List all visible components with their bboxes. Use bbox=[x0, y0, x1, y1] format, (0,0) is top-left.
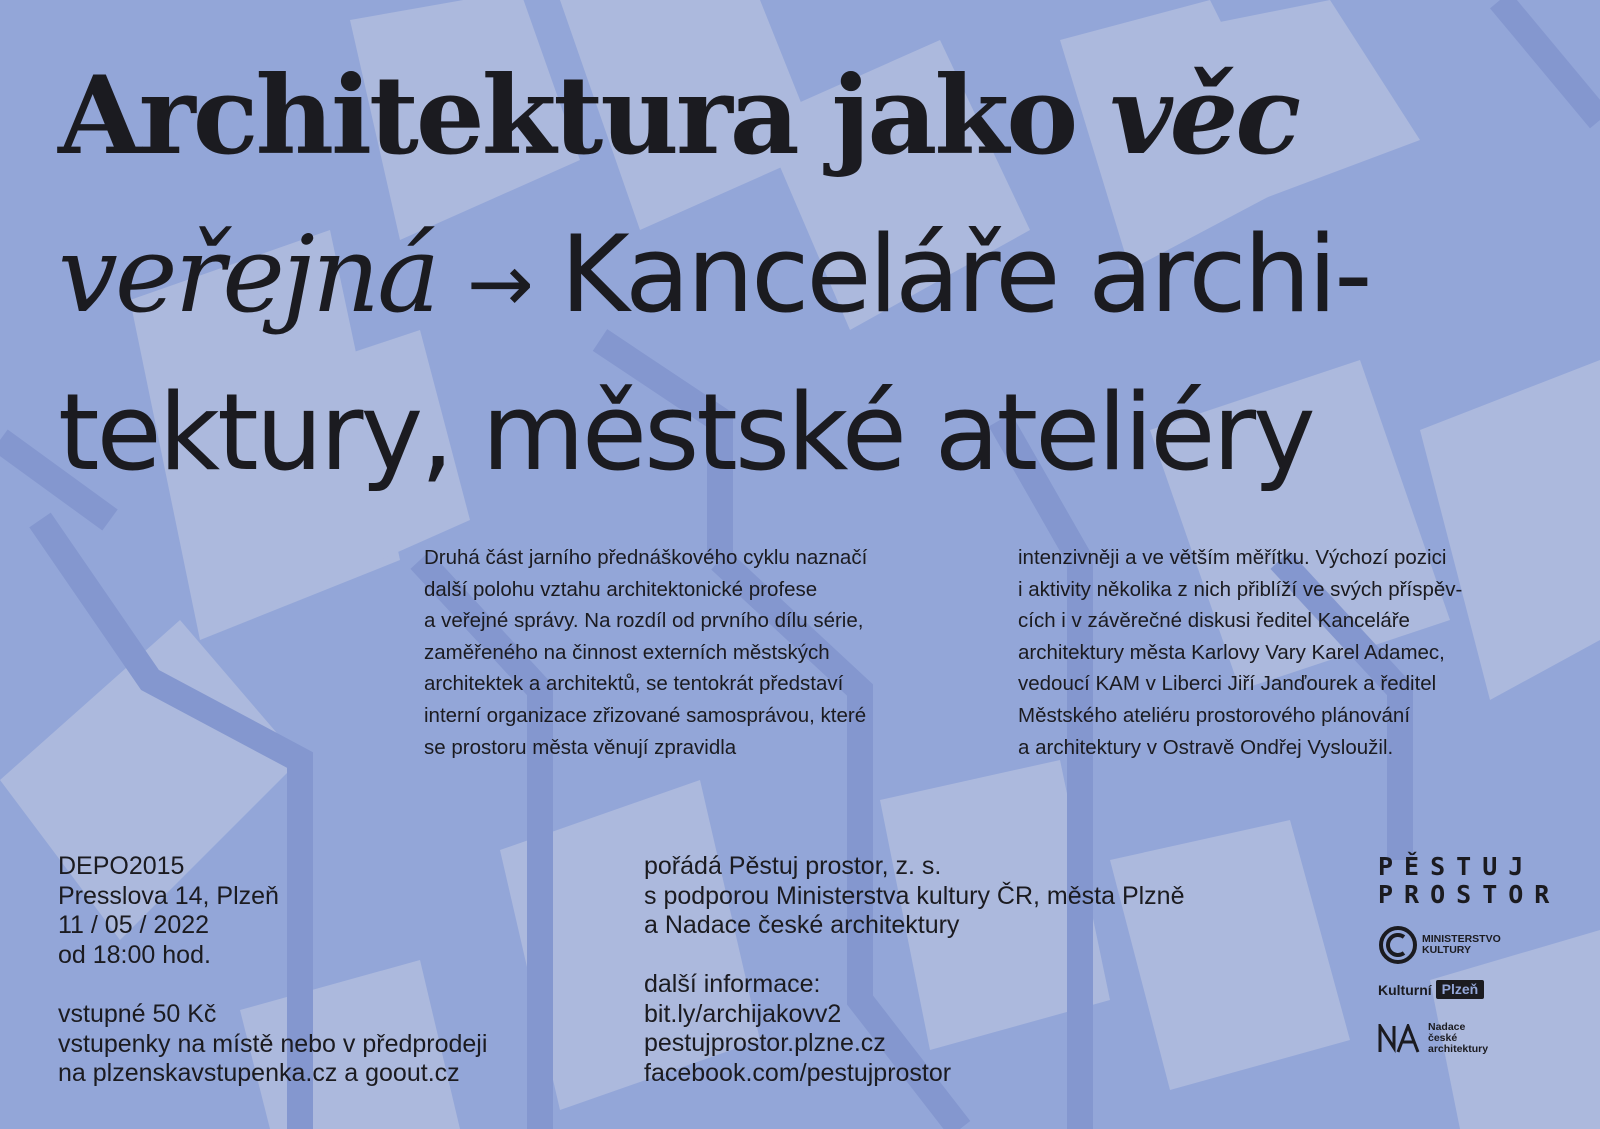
entry-fee: vstupné 50 Kč bbox=[58, 1000, 217, 1028]
text-line: se prostoru města věnují zpravidla bbox=[424, 735, 737, 759]
venue-address: Presslova 14, Plzeň bbox=[58, 881, 279, 910]
kulturni-plzen-logo bbox=[1378, 980, 1484, 999]
text-line: další polohu vztahu architektonické profese bbox=[424, 577, 818, 601]
text-line: intenzivněji a ve větším měřítku. Výchozí pozici bbox=[1018, 546, 1447, 569]
organizer-info bbox=[644, 852, 1185, 941]
more-info-label: další informace: bbox=[644, 970, 821, 998]
ticket-sites: na plzenskavstupenka.cz a goout.cz bbox=[58, 1059, 460, 1087]
title-line-2 bbox=[58, 213, 1370, 336]
text-line: Městského ateliéru prostorového plánování bbox=[1018, 703, 1411, 727]
organizer-line: pořádá Pěstuj prostor, z. s. bbox=[644, 852, 942, 880]
title-line-1 bbox=[58, 53, 1299, 179]
logo-line: PROSTOR bbox=[1378, 880, 1561, 909]
title-line-3: tektury, městské ateliéry bbox=[58, 371, 1313, 494]
logo-badge: Plzeň bbox=[1436, 980, 1485, 999]
text-line: i aktivity několika z nich přiblíží ve svých příspěv- bbox=[1018, 577, 1463, 601]
title-italic-verejna: veřejná bbox=[58, 213, 438, 336]
logo-line: PĚSTUJ bbox=[1378, 852, 1535, 881]
text-line: architektek a architektů, se tentokrát představí bbox=[424, 672, 844, 696]
title-roman: Architektura jako bbox=[58, 53, 1076, 179]
event-time: od 18:00 hod. bbox=[58, 940, 211, 969]
ticket-info bbox=[58, 1000, 487, 1089]
description-column-2 bbox=[1018, 542, 1548, 763]
text-line: a veřejné správy. Na rozdíl od prvního dílu série, bbox=[424, 609, 864, 633]
link-website[interactable]: pestujprostor.plzne.cz bbox=[644, 1029, 886, 1057]
logo-line: architektury bbox=[1428, 1043, 1489, 1055]
ministry-emblem-icon bbox=[1378, 925, 1418, 965]
text-line: vedoucí KAM v Liberci Jiří Janďourek a ředitel bbox=[1018, 672, 1437, 696]
text-line: a architektury v Ostravě Ondřej Vysloužil. bbox=[1018, 735, 1394, 759]
ministerstvo-kultury-logo bbox=[1378, 925, 1501, 965]
title-arrow: → bbox=[466, 237, 531, 330]
logo-line: Nadace bbox=[1428, 1021, 1466, 1033]
link-bitly[interactable]: bit.ly/archijakovv2 bbox=[644, 999, 842, 1028]
link-facebook[interactable]: facebook.com/pestujprostor bbox=[644, 1058, 952, 1087]
nadace-ceske-architektury-logo bbox=[1378, 1022, 1488, 1055]
text-line: Druhá část jarního přednáškového cyklu naznačí bbox=[424, 546, 868, 569]
event-date: 11 / 05 / 2022 bbox=[58, 911, 210, 939]
organizer-line: s podporou Ministerstva kultury ČR, města Plzně bbox=[644, 881, 1185, 910]
logo-word: Kulturní bbox=[1378, 981, 1432, 998]
venue-info bbox=[58, 852, 279, 970]
more-info bbox=[644, 970, 951, 1088]
text-line: architektury města Karlovy Vary Karel Adamec, bbox=[1018, 640, 1445, 664]
pestuj-prostor-logo bbox=[1378, 853, 1560, 909]
ticket-sales: vstupenky na místě nebo v předprodeji bbox=[58, 1029, 488, 1058]
logo-line: MINISTERSTVO bbox=[1422, 933, 1501, 945]
logo-line: české bbox=[1428, 1032, 1458, 1044]
text-line: interní organizace zřizované samosprávou, které bbox=[424, 703, 867, 727]
text-line: zaměřeného na činnost externích městských bbox=[424, 640, 830, 664]
title-sans-kancelare: Kanceláře archi- bbox=[560, 213, 1370, 336]
logo-line: KULTURY bbox=[1422, 944, 1471, 956]
venue-name: DEPO2015 bbox=[58, 852, 185, 880]
text-line: cích i v závěrečné diskusi ředitel Kanceláře bbox=[1018, 609, 1410, 633]
nca-monogram-icon bbox=[1378, 1024, 1424, 1054]
description-column-1 bbox=[424, 542, 954, 763]
organizer-line: a Nadace české architektury bbox=[644, 911, 960, 939]
title-italic-vec: věc bbox=[1109, 53, 1299, 179]
